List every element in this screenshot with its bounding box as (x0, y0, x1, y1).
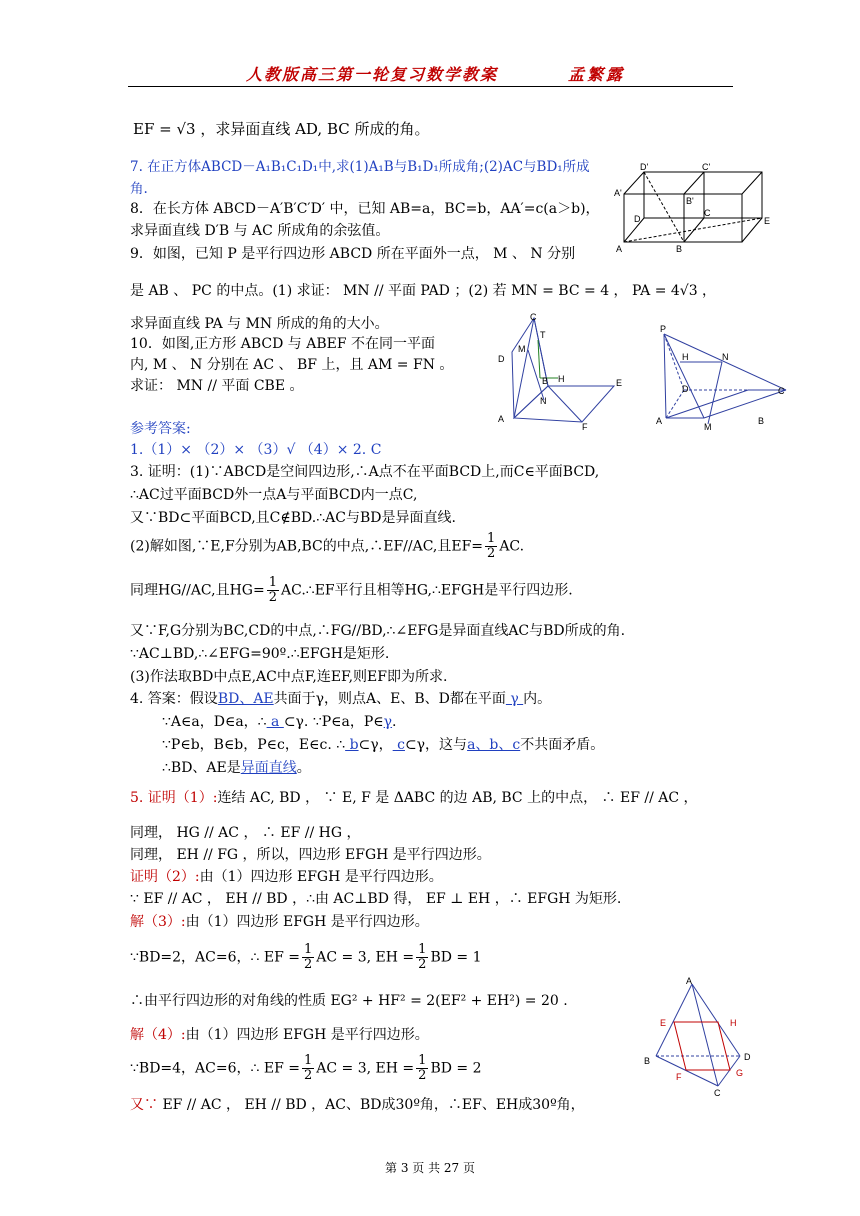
answer-4-text: 4. 答案：假设 (130, 691, 218, 707)
fig10-label-8: A (498, 414, 505, 424)
answer-3-line2: ∴AC过平面BCD外一点A与平面BCD内一点C, (130, 487, 418, 503)
answer-4-l3-c: ⊂γ，这与 (404, 737, 468, 753)
answer-3-text: 3. 证明：(1)∵ABCD是空间四边形,∴A点不在平面BCD上,而C∈平面BCD, (130, 464, 600, 480)
cube-label-2: A' (614, 188, 622, 198)
fig9-label-0: P (660, 324, 667, 334)
answer-5-line1 (130, 787, 698, 807)
answer-5-l7-c: BD = 1 (430, 949, 482, 966)
answer-5-line2: 同理， HG // AC ， ∴ EF // HG ， (130, 825, 361, 841)
answers-title: 参考答案: (130, 421, 191, 437)
fraction-half (302, 943, 314, 972)
fig10-label-1: T (540, 330, 546, 340)
question-7-line1 (130, 155, 590, 175)
answer-4-l3-d: 不共面矛盾。 (520, 737, 605, 753)
fraction-half (416, 943, 428, 972)
question-7-text: 7. 在正方体ABCD－A₁B₁C₁D₁中,求(1)A₁B与B₁D₁所成角;(2)AC与BD₁所成 (130, 159, 590, 175)
link-c[interactable]: c (392, 737, 405, 753)
link-b[interactable]: b (345, 737, 359, 753)
fig10-label-4: B (542, 376, 549, 386)
question-10-line3: 求证： MN // 平面 CBE 。 (130, 378, 304, 394)
link-gamma[interactable]: γ (505, 691, 524, 707)
answer-4-l3-b: ⊂γ， (358, 737, 393, 753)
fig9-label-4: C (778, 386, 785, 396)
cube-label-8: E (764, 216, 771, 226)
answer-5-line10 (130, 1054, 482, 1083)
answer-5-line7 (130, 943, 482, 972)
answer-3-line5-text: 同理HG//AC,且HG= (130, 582, 265, 599)
question-8-line1 (130, 198, 600, 218)
question-10-line1: 10．如图,正方形 ABCD 与 ABEF 不在同一平面 (130, 336, 435, 352)
fig9-label-2: N (722, 352, 729, 362)
parallelogram-abcd (666, 390, 786, 418)
answer-5-l7-b: AC = 3, EH = (316, 949, 415, 966)
answer-3-line5 (130, 576, 573, 605)
fraction-denominator: 2 (304, 1068, 313, 1083)
cube-back-right (704, 172, 762, 218)
fig10-label-7: N (540, 396, 547, 406)
answer-3-line5-end: AC.∴EF平行且相等HG,∴EFGH是平行四边形. (281, 582, 573, 599)
fig9-label-1: H (682, 352, 689, 362)
fig9-label-3: D (682, 384, 689, 394)
answer-4-l2-a: ∵A∈a，D∈a，∴ (162, 714, 267, 730)
tetra-label-2: H (730, 1018, 737, 1028)
cube-back-left (644, 172, 704, 218)
answer-4-line4 (162, 757, 311, 777)
answer-4-l2-c: . (392, 714, 397, 730)
answer-4-l4-b: 。 (296, 760, 311, 776)
answer-3-line8: (3)作法取BD中点E,AC中点F,连EF,则EF即为所求. (130, 669, 448, 685)
fig10-label-5: H (558, 374, 565, 384)
answer-5-text-6: 由（1）四边形 EFGH 是平行四边形。 (185, 914, 429, 930)
question-9-line1: 9．如图，已知 P 是平行四边形 ABCD 所在平面外一点， M 、 N 分别 (130, 246, 576, 262)
question-8-line2: 求异面直线 D′B 与 AC 所成角的余弦值。 (130, 223, 390, 239)
tetrahedron-figure (640, 972, 760, 1100)
answer-5-line3: 同理， EH // FG ，所以，四边形 EFGH 是平行四边形。 (130, 847, 491, 863)
answer-4-l3-a: ∵P∈b，B∈b，P∈c，E∈c. ∴ (162, 737, 346, 753)
answer-5-text-4: 由（1）四边形 EFGH 是平行四边形。 (199, 869, 443, 885)
fig10-label-3: D (498, 354, 505, 364)
answer-4-line1 (130, 688, 551, 708)
answer-4-line3 (162, 734, 604, 754)
fraction-denominator: 2 (418, 957, 427, 972)
cube-label-6: A (616, 244, 623, 254)
answer-4-l4-a: ∴BD、AE是 (162, 760, 241, 776)
answer-3-line4-end: AC. (499, 538, 525, 555)
cube-figure (612, 160, 777, 255)
fraction-denominator: 2 (304, 957, 313, 972)
cube-label-4: D (634, 214, 641, 224)
answer-4-text-b: 共面于γ，则点A、E、B、D都在平面 (273, 691, 506, 707)
figure-question-10 (494, 310, 629, 432)
fraction-numerator: 1 (304, 942, 313, 957)
answer-3-line4 (130, 532, 524, 561)
answer-5-label-5: 又∵ (130, 1097, 158, 1113)
answers-1-2: 1.（1）× （2）× （3）√ （4）× 2. C (130, 442, 382, 458)
tetra-label-7: C (714, 1088, 721, 1098)
fraction-numerator: 1 (418, 942, 427, 957)
fraction-numerator: 1 (304, 1053, 313, 1068)
answer-3-line7: ∵AC⊥BD,∴∠EFG=90º.∴EFGH是矩形. (130, 646, 390, 662)
fraction-denominator: 2 (268, 590, 278, 605)
answer-5-line4 (130, 866, 443, 886)
answer-3-line1 (130, 461, 599, 481)
fraction-half (302, 1054, 314, 1083)
cube-label-3: B' (686, 196, 694, 206)
answer-5-line6 (130, 911, 429, 931)
answer-5-l10-a: ∵BD=4，AC=6，∴ EF = (130, 1060, 300, 1077)
fig10-label-2: M (518, 344, 526, 354)
answer-5-text-11: EF // AC ， EH // BD ，AC、BD成30º角，∴EF、EH成30º角， (158, 1097, 585, 1113)
header-title: 人教版高三第一轮复习数学教案 (246, 65, 499, 84)
link-skew-lines[interactable]: 异面直线 (240, 760, 297, 776)
tetra-label-5: F (676, 1072, 682, 1082)
answer-5-line9 (130, 1024, 429, 1044)
question-9-line2: 是 AB 、 PC 的中点。(1) 求证： MN // 平面 PAD ；(2) 若 MN = BC = 4 ， PA = 4√3 ， (130, 283, 717, 299)
square-abef (514, 386, 614, 422)
fraction-denominator: 2 (418, 1068, 427, 1083)
question-9-line3: 求异面直线 PA 与 MN 所成的角的大小。 (130, 316, 389, 332)
fraction-half (416, 1054, 428, 1083)
tetra-label-6: G (736, 1068, 744, 1078)
answer-5-label-4: 解（4）: (130, 1027, 186, 1043)
fig9-label-6: M (704, 422, 712, 432)
link-gamma-2[interactable]: γ (383, 714, 393, 730)
answer-4-line2 (162, 711, 396, 731)
cube-label-0: D' (640, 162, 649, 172)
answer-5-l7-a: ∵BD=2，AC=6，∴ EF = (130, 949, 300, 966)
fig9-label-5: A (656, 416, 663, 426)
tetra-label-4: D (744, 1052, 751, 1062)
question-7-line2: 角. (130, 181, 148, 197)
link-bd-ae[interactable]: BD、AE (217, 691, 274, 707)
answer-5-line11 (130, 1094, 585, 1114)
answer-5-l10-b: AC = 3, EH = (316, 1060, 415, 1077)
tetra-label-0: A (686, 976, 693, 986)
fraction-numerator: 1 (268, 575, 278, 590)
answer-5-text-1: 连结 AC, BD ， ∵ E, F 是 ΔABC 的边 AB, BC 上的中点， ∴ EF // AC ， (217, 790, 698, 806)
answer-3-line4-text: (2)解如图,∵E,F分别为AB,BC的中点,∴EF//AC,且EF= (130, 538, 484, 555)
question-8-text: 8．在长方体 ABCD－A′B′C′D′ 中，已知 AB=a，BC=b，AA′=c(a＞b)， (130, 201, 600, 217)
link-a[interactable]: a (266, 714, 284, 730)
cube-label-1: C' (702, 162, 711, 172)
answer-3-line3: 又∵BD⊂平面BCD,且C∉BD.∴AC与BD是异面直线. (130, 510, 456, 526)
page-footer: 第 3 页 共 27 页 (385, 1161, 475, 1175)
fig10-label-6: E (616, 378, 623, 388)
link-abc[interactable]: a、b、c (467, 737, 521, 753)
fraction-half (267, 576, 279, 605)
answer-5-label-1: 5. 证明（1）: (130, 790, 218, 806)
answer-5-label-3: 解（3）: (130, 914, 186, 930)
answer-5-label-2: 证明（2）: (130, 869, 200, 885)
answer-5-l10-c: BD = 2 (430, 1060, 482, 1077)
answer-3-line6: 又∵F,G分别为BC,CD的中点,∴FG//BD,∴∠EFG是异面直线AC与BD所成的角. (130, 623, 626, 639)
fraction-numerator: 1 (487, 531, 496, 546)
fig9-label-7: B (758, 416, 765, 426)
header-rule (128, 86, 733, 87)
answer-4-l2-b: ⊂γ. ∵P∈a，P∈ (283, 714, 384, 730)
answer-5-line5: ∵ EF // AC ， EH // BD ，∴由 AC⊥BD 得， EF ⊥ EH ，∴ EFGH 为矩形. (130, 891, 622, 907)
line-ef-sqrt3: EF = √3 ，求异面直线 AD, BC 所成的角。 (133, 120, 430, 138)
fig10-label-0: C (530, 312, 537, 322)
fig10-label-9: F (582, 422, 588, 432)
answer-4-text-c: 内。 (523, 691, 552, 707)
answer-5-line8: ∴由平行四边形的对角线的性质 EG² + HF² = 2(EF² + EH²) = 20 . (130, 993, 568, 1009)
fraction-numerator: 1 (418, 1053, 427, 1068)
header-author: 孟繁露 (568, 65, 626, 84)
fraction-half (485, 532, 497, 561)
figure-question-9 (652, 322, 788, 432)
cube-label-5: C (704, 208, 711, 218)
question-10-line2: 内, M 、 N 分别在 AC 、 BF 上，且 AM = FN 。 (130, 357, 454, 373)
cube-label-7: B (676, 244, 683, 254)
answer-5-text-9: 由（1）四边形 EFGH 是平行四边形。 (185, 1027, 429, 1043)
fraction-denominator: 2 (487, 546, 496, 561)
tetra-label-3: B (644, 1056, 651, 1066)
tetra-label-1: E (660, 1018, 667, 1028)
